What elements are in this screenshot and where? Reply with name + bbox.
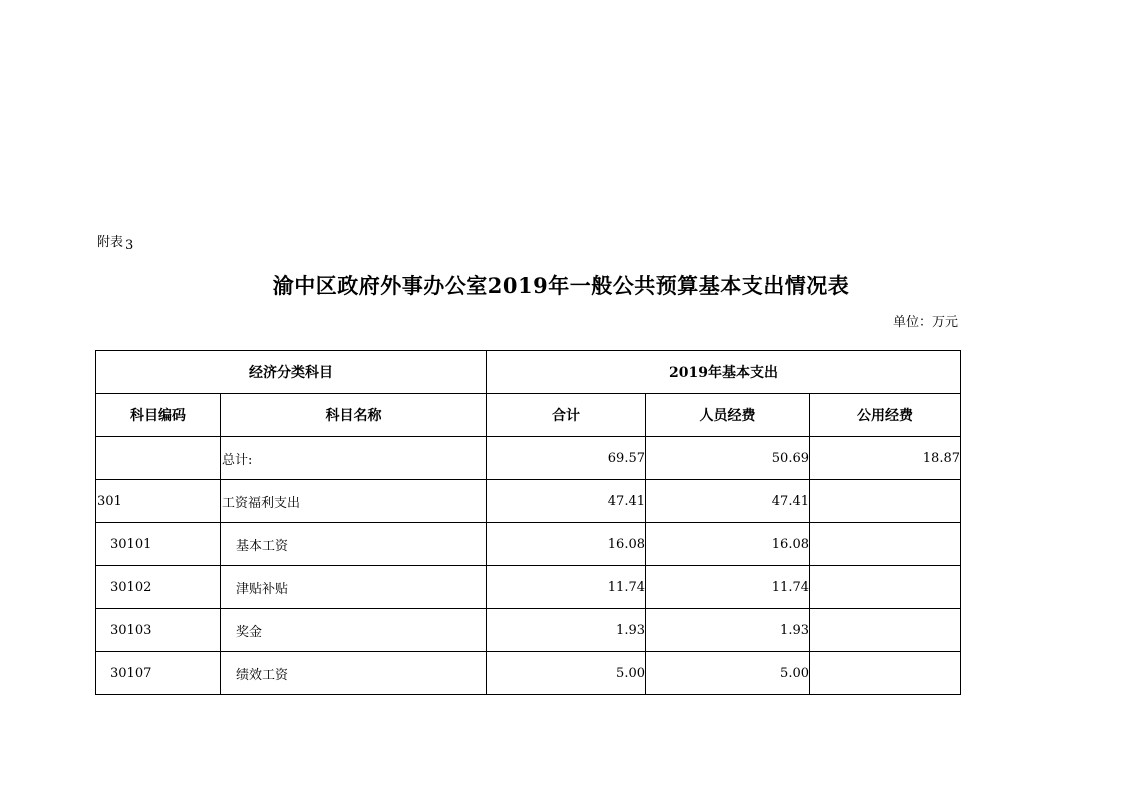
cell-code: 30103: [96, 609, 221, 652]
cell-public: [810, 480, 961, 523]
header-public-cost: 公用经费: [810, 394, 961, 437]
cell-code: 30101: [96, 523, 221, 566]
header-personnel-cost: 人员经费: [646, 394, 810, 437]
cell-total: 69.57: [487, 437, 646, 480]
attachment-label: [97, 231, 134, 253]
page-title: 渝中区政府外事办公室2019年一般公共预算基本支出情况表: [272, 273, 850, 298]
header-economic-classification: 经济分类科目: [96, 351, 487, 394]
header-basic-expenditure: 2019年基本支出: [487, 351, 961, 394]
table-row: [96, 609, 961, 652]
cell-personnel: 5.00: [646, 652, 810, 695]
cell-code: 30107: [96, 652, 221, 695]
table-row: [96, 566, 961, 609]
header-total: 合计: [487, 394, 646, 437]
cell-total: 47.41: [487, 480, 646, 523]
cell-name: 绩效工资: [221, 652, 487, 695]
budget-table: [95, 350, 961, 695]
cell-public: 18.87: [810, 437, 961, 480]
cell-total: 1.93: [487, 609, 646, 652]
cell-name: 总计:: [221, 437, 487, 480]
cell-code: 301: [96, 480, 221, 523]
table-row: [96, 652, 961, 695]
unit-label: 单位：万元: [892, 315, 958, 330]
cell-name: 奖金: [221, 609, 487, 652]
attachment-number: 3: [125, 238, 134, 253]
cell-code: [96, 437, 221, 480]
table-row: [96, 523, 961, 566]
cell-public: [810, 523, 961, 566]
cell-total: 5.00: [487, 652, 646, 695]
cell-personnel: 47.41: [646, 480, 810, 523]
header-group-row: [96, 351, 961, 394]
cell-personnel: 16.08: [646, 523, 810, 566]
cell-public: [810, 609, 961, 652]
table-row: [96, 480, 961, 523]
table-row-grand-total: [96, 437, 961, 480]
cell-personnel: 50.69: [646, 437, 810, 480]
cell-public: [810, 566, 961, 609]
cell-public: [810, 652, 961, 695]
header-subject-name: 科目名称: [221, 394, 487, 437]
cell-name: 津贴补贴: [221, 566, 487, 609]
cell-name: 基本工资: [221, 523, 487, 566]
header-column-row: [96, 394, 961, 437]
cell-total: 16.08: [487, 523, 646, 566]
cell-personnel: 1.93: [646, 609, 810, 652]
cell-total: 11.74: [487, 566, 646, 609]
cell-code: 30102: [96, 566, 221, 609]
cell-name: 工资福利支出: [221, 480, 487, 523]
header-subject-code: 科目编码: [96, 394, 221, 437]
attachment-text: 附表: [97, 235, 124, 250]
cell-personnel: 11.74: [646, 566, 810, 609]
